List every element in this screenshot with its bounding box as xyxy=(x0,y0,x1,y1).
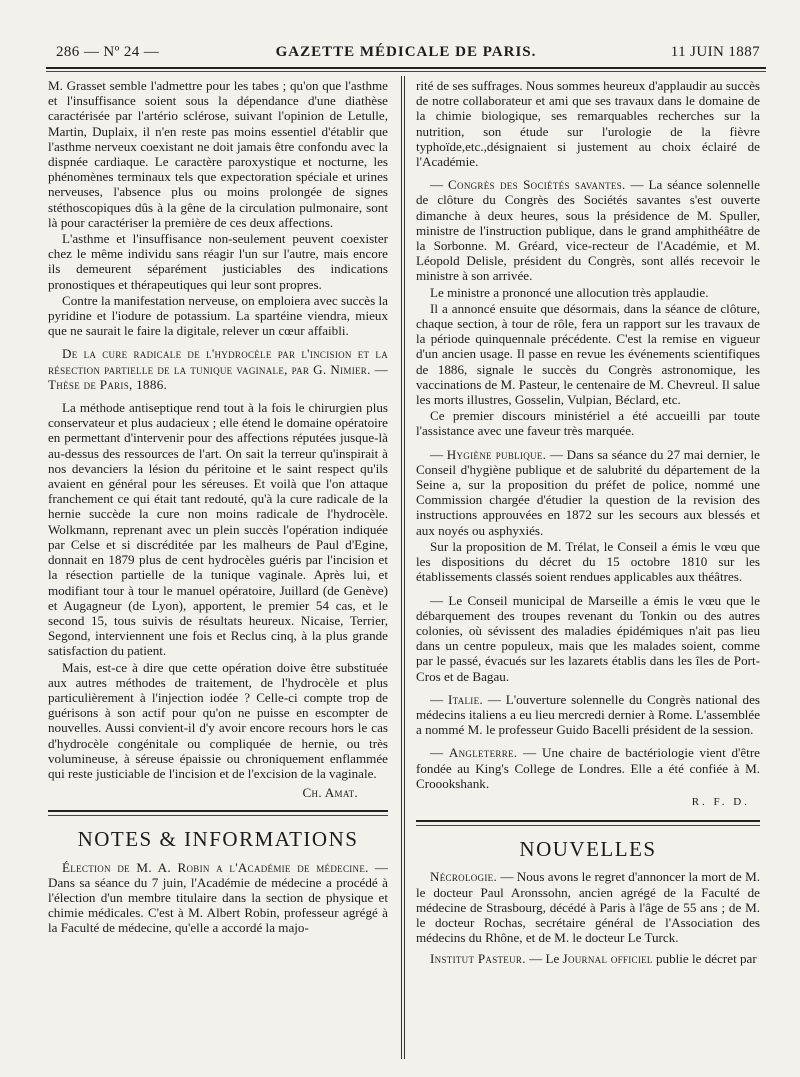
item-heading: Italie. xyxy=(447,691,483,707)
section-title-nouvelles: NOUVELLES xyxy=(519,837,657,862)
page-header xyxy=(50,44,762,66)
column-divider-second xyxy=(404,76,405,1059)
paragraph: La méthode antiseptique rend tout à la fois le chirurgien plus conservateur et plus audacieux ; elle étend le domaine opératoire en permettant d'intervenir pour des affections réputées jusque-là au-dessus des ressources de l'art. On sait la terreur qu'inspirait à nos devanciers la lésion du péritoine et le saint respect qu'ils avaient en général pour les séreuses. Et voilà que l'on attaque franchement ce qui était tant redouté, qu'à la cure radicale de la hernie succède la cure non moins radicale de l'hydrocèle. Wolkmann, reprenant avec un plein succès l'opération indiquée par Celse et si discréditée par les malheurs de Paul d'Egine, donnait en 1879 plus de cent hydrocèles guéris par l'incision et la résection partielle de la tunique vaginale. Après lui, et modifiant tour à tour le manuel opératoire, Juillard (de Genève) et Augagneur (de Lyon), apportent, le premier 54 cas, et le second 15, tous suivis de résultats heureux. Nicaise, Terrier, Segond, interviennent une fois et Reclus cinq, à la plus grande satisfaction du patient. xyxy=(48,400,388,659)
header-rule xyxy=(46,67,766,69)
paragraph: Contre la manifestation nerveuse, on emploiera avec succès la pyridine et l'iodure de potassium. La spartéine viendra, mieux que ne saurait le faire la digitale, relever un cœur affaibli. xyxy=(48,292,388,339)
paragraph: Mais, est-ce à dire que cette opération doive être substituée aux autres méthodes de traitement, de l'hydrocèle et plus particulièrement à l'injection iodée ? Celle-ci compte trop de guérisons à son actif pour qu'on ne puisse en escompter de nouvelles. Aussi convient-il d'y avoir encore recours hors le cas d'hydrocèle congénitale ou compliquée de hernie, ou très volumineuse, à séreuse épaissie ou chroniquement enflammée qui reste justiciable de l'incision et de l'excision de la vaginale. xyxy=(48,659,388,781)
section-title-notes: NOTES & INFORMATIONS xyxy=(77,827,359,852)
item-text: — L'ouverture solennelle du Congrès national des médecins italiens a eu lieu mercredi dernier à Rome. L'assemblée a nommé M. le professeur Guido Bacelli président de la session. xyxy=(416,691,760,738)
paragraph: rité de ses suffrages. Nous sommes heureux d'applaudir au succès de notre collaborateur et ami que ses travaux dans le domaine de la chimie biologique, ses remarquables recherches sur la nutrition, son étude sur l'urologie de la fièvre typhoïde,etc.,désignaient si justement au choix éclairé de l'Académie. xyxy=(416,78,760,170)
header-rule-thin xyxy=(46,71,766,72)
author-signature: Ch. Amat. xyxy=(302,785,358,801)
item-heading: Institut Pasteur. xyxy=(430,951,526,967)
paragraph: Sur la proposition de M. Trélat, le Conseil a émis le vœu que les dispositions du décret du 15 octobre 1810 sur les établissements classés soient rendues applicables aux théâtres. xyxy=(416,538,760,585)
left-column xyxy=(48,78,388,1059)
paragraph: Le ministre a prononcé une allocution très applaudie. xyxy=(430,284,709,300)
item-text: publie le décret par xyxy=(656,951,757,967)
author-signature: R. F. D. xyxy=(691,795,750,808)
item-text: — Dans sa séance du 7 juin, l'Académie de médecine a procédé à l'élection d'un membre titulaire dans la section de physique et chimie médicales. C'est à M. Albert Robin, professeur agrégé à la Faculté de médecine, qu'elle a accordé la majo- xyxy=(48,859,388,936)
section-divider xyxy=(416,820,760,826)
column-divider xyxy=(401,76,402,1059)
item-heading: Hygiène publique. xyxy=(446,446,547,462)
page-number: 286 — Nº 24 — xyxy=(56,44,160,60)
item-text: — Une chaire de bactériologie vient d'être fondée au King's College de Londres. Elle a été confiée à M. Croookshank. xyxy=(416,745,760,791)
paragraph: Il a annoncé ensuite que désormais, dans la séance de clôture, chaque section, à tour de rôle, fera un rapport sur les travaux de la période quinquennale précédente. C'est la remise en vigueur d'un ancien usage. Il passe en revue les événements scientifiques de 1886, signale le succès du Congrès astronomique, les vaccinations de M. Pasteur, le centenaire de M. Chevreul. Il salue les morts illustres, Gosselin, Vulpian, Béclard, etc. xyxy=(416,300,760,408)
item-text: — Le xyxy=(529,951,560,967)
item-text: — Dans sa séance du 27 mai dernier, le Conseil d'hygiène publique et de salubrité du département de la Seine a, sur la proposition du préfet de police, nommé une Commission chargée d'étudier la question de la revision des instructions approuvées en 1872 sur les secours aux blessés et aux noyés ou asphyxiés. xyxy=(416,446,760,538)
item-text: — Nous avons le regret d'annoncer la mort de M. le docteur Paul Aronssohn, ancien agrégé de la Faculté de médecine de Strasbourg, décédé à Paris à l'âge de 55 ans ; de M. le docteur Rochas, secrétaire général de l'Association des médecins du Rhône, et de M. le docteur Le Turck. xyxy=(416,869,760,946)
item-heading: Élection de M. A. Robin a l'Académie de médecine. xyxy=(62,859,369,875)
right-column: rité de ses suffrages. Nous sommes heureux d'applaudir au succès de notre collaborateur et ami que ses travaux dans le domaine de la chimie biologique, ses remarquables recherches sur la nutrition, son étude sur l'urologie de la fièvre typhoïde,etc.,désignaient si justement au choix éclairé de l'Académie. — Congrès des Sociétés savantes. — La séance solennelle de clôture du Congrès des Sociétés savantes s'est ouverte dimanche à deux heures, sous la présidence de M. Spuller, ministre de l'instruction publique, dans le grand amphithéâtre de la Sorbonne. M. Gréard, vice-recteur de l'Académie, et M. Léopold Delisle, président du Congrès, sont allés recevoir le ministre à son arrivée. Le ministre a prononcé une allocution très applaudie. Il a annoncé ensuite que désormais, dans la séance de clôture, chaque section, à tour de rôle, fera un rapport sur les travaux de la période quinquennale précédente. C'est la remise en vigueur d'un ancien usage. Il passe en revue les événements scientifiques de 1886, signale le succès du Congrès astronomique, les vaccinations de M. Pasteur, le centenaire de M. Chevreul. Il salue les morts illustres, Gosselin, Vulpian, Béclard, etc. Ce premier discours ministériel a été accueilli par toute l'assistance avec une faveur très marquée. — Hygiène publique. — Dans sa séance du 27 mai dernier, le Conseil d'hygiène publique et de salubrité du département de la Seine a, sur la proposition du préfet de police, nommé une Commission chargée d'étudier la question de la revision des instructions approuvées en 1872 sur les secours aux blessés et aux noyés ou asphyxiés. Sur la proposition de M. Trélat, le Conseil a émis le vœu que les dispositions du décret du 15 octobre 1810 sur les établissements classés soient rendues applicables aux théâtres. — Le Conseil municipal de Marseille a émis le vœu que le débarquement des troupes revenant du Tonkin ou des autres colonies, où sévissent des maladies épidémiques n'ait pas lieu dans un centre populeux, mais que les malades soient, comme par le passé, évacués sur les lazarets établis dans les îles de Port-Cros et de Bagau. — Italie. — L'ouverture solennelle du Congrès national des médecins italiens a eu lieu mercredi dernier à Rome. L'assemblée a nommé M. le professeur Guido Bacelli président de la session. — Angleterre. — Une chaire de bactériologie vient d'être fondée au King's College de Londres. Elle a été confiée à M. Croookshank. R. F. D. NOUVELLES Nécrologie. — Nous avons le regret d'annoncer la mort de M. le docteur Paul Aronssohn, ancien agrégé de la Faculté de médecine de Strasbourg, décédé à Paris à l'âge de 55 ans ; de M. le docteur Rochas, secrétaire général de l'Association des médecins du Rhône, et de M. le docteur Le Turck. Institut Pasteur. — Le Journal officiel publie le décret par xyxy=(416,78,760,967)
item-heading: Angleterre. xyxy=(448,745,518,761)
issue-date: 11 JUIN 1887 xyxy=(670,44,760,60)
paragraph: M. Grasset semble l'admettre pour les tabes ; qu'on que l'asthme et l'insuffisance soient sous la dépendance d'une diathèse caractérisée par l'artério sclérose, suivant l'opinion de Letulle, Martin, Duplaix, il n'en reste pas moins essentiel d'établir que l'asthme nerveux coexistant ne doit jamais être confondu avec la dispnée cardiaque. Le caractère paroxystique et nocturne, les phénomènes terminaux tels que expectoration spéciale et urines nerveuses, l'absence plus ou moins prolongée de signes stéthoscopiques dûs à la gêne de la circulation pulmonaire, sont là pour caractériser la première de ces deux affections. xyxy=(48,78,388,230)
item-heading: Nécrologie. xyxy=(430,869,498,885)
section-divider xyxy=(48,810,388,816)
journal-name: Journal officiel xyxy=(562,951,653,967)
item-text: — La séance solennelle de clôture du Congrès des Sociétés savantes s'est ouverte dimanche à deux heures, sous la présidence de M. Spuller, ministre de l'instruction publique, dans le grand amphithéâtre de la Sorbonne. M. Gréard, vice-recteur de l'Académie, et M. Léopold Delisle, président du Congrès, sont allés recevoir le ministre à son arrivée. xyxy=(416,177,760,284)
review-heading: De la cure radicale de l'hydrocèle par l'incision et la résection partielle de la tunique vaginale, par G. Nimier. — Thèse de Paris, 1886. xyxy=(48,346,388,392)
journal-title: GAZETTE MÉDICALE DE PARIS. xyxy=(275,44,537,60)
paragraph: Ce premier discours ministériel a été accueilli par toute l'assistance avec une faveur très marquée. xyxy=(416,408,760,439)
paragraph: L'asthme et l'insuffisance non-seulement peuvent coexister chez le même individu sans réagir l'un sur l'autre, mais encore ils demeurent séparément justiciables des indications pronostiques et thérapeutiques qui leur sont propres. xyxy=(48,231,388,292)
item-heading: Congrès des Sociétés savantes. xyxy=(447,177,626,193)
paragraph: — Le Conseil municipal de Marseille a émis le vœu que le débarquement des troupes revenant du Tonkin ou des autres colonies, où sévissent des maladies épidémiques n'ait pas lieu dans un centre populeux, mais que les malades soient, comme par le passé, évacués sur les lazarets établis dans les îles de Port-Cros et de Bagau. xyxy=(416,592,760,684)
